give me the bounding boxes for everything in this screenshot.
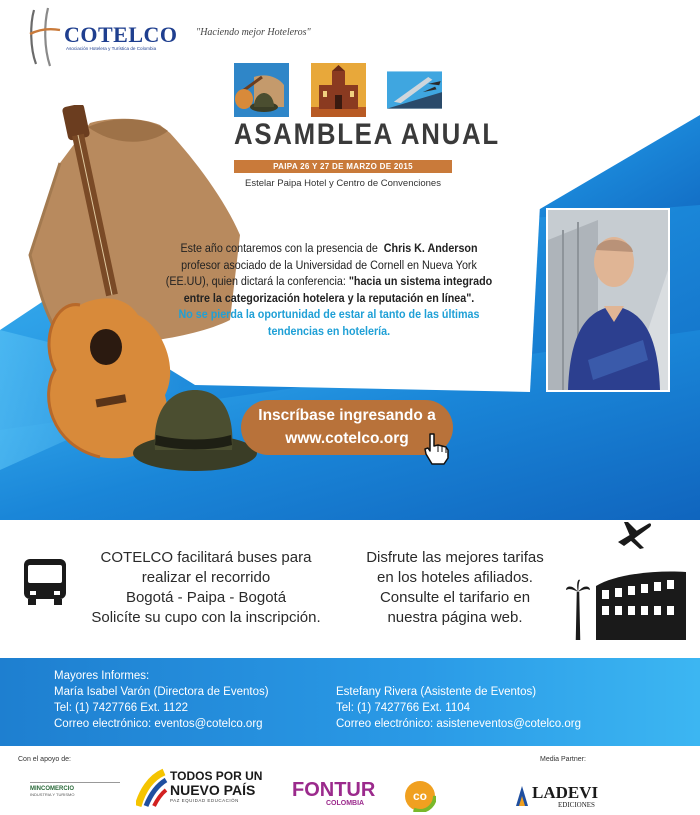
fontur-subtext: COLOMBIA — [326, 800, 365, 807]
event-venue: Estelar Paipa Hotel y Centro de Convenciones — [245, 178, 441, 189]
contact-left-phone: Tel: (1) 7427766 Ext. 1122 — [54, 702, 189, 714]
hotels-line: nuestra página web. — [387, 609, 523, 626]
cotelco-logo-text: COTELCO — [64, 22, 178, 47]
contact-right-phone: Tel: (1) 7427766 Ext. 1104 — [336, 702, 471, 714]
announcement-text — [161, 240, 497, 339]
hotel-building-icon — [596, 568, 686, 640]
contact-heading: Mayores Informes: — [54, 670, 150, 682]
todos-por-un-nuevo-pais-logo — [170, 770, 262, 803]
fontur-logo — [292, 780, 375, 807]
register-button-url: www.cotelco.org — [285, 430, 409, 447]
ladevi-logo — [532, 784, 598, 809]
buses-line: realizar el recorrido — [141, 569, 271, 586]
announcement-affiliation: profesor asociado de la Universidad de Cornell en Nueva York — [181, 257, 477, 272]
event-title: ASAMBLEA ANUAL — [234, 118, 500, 151]
hotels-line: en los hoteles afiliados. — [377, 569, 533, 586]
hotels-line: Disfrute las mejores tarifas — [366, 549, 544, 566]
svg-text:co: co — [412, 789, 428, 803]
contact-right-email[interactable]: Correo electrónico: asisteneventos@cotelco.org — [336, 718, 581, 730]
event-dates: PAIPA 26 Y 27 DE MARZO DE 2015 — [234, 160, 452, 173]
announcement-intro: Este año contaremos con la presencia de — [180, 241, 378, 255]
mincomercio-logo — [30, 782, 120, 797]
ladevi-subtext: EDICIONES — [558, 801, 595, 809]
contact-right-name: Estefany Rivera (Asistente de Eventos) — [336, 686, 537, 698]
media-partner-label: Media Partner: — [540, 756, 586, 763]
fontur-text: FONTUR — [292, 779, 376, 801]
todos-line2: NUEVO PAÍS — [170, 782, 256, 798]
buses-line: COTELCO facilitará buses para — [100, 549, 312, 566]
ladevi-mark-icon — [514, 784, 530, 808]
cotelco-logo-subtitle: Asociación Hotelera y Turística de Colombia — [66, 46, 157, 51]
buses-line: Bogotá - Paipa - Bogotá — [125, 589, 287, 606]
todos-subtext: PAZ EQUIDAD EDUCACIÓN — [170, 798, 239, 803]
support-label: Con el apoyo de: — [18, 756, 71, 763]
register-button-line1: Inscríbase ingresando a — [258, 407, 436, 424]
speaker-name: Chris K. Anderson — [383, 241, 478, 255]
ladevi-text: LADEVI — [532, 783, 599, 802]
announcement-highlight: No se pierda la oportunidad de estar al tanto de las últimas tendencias en hotelería. — [178, 307, 480, 338]
speaker-portrait — [548, 210, 668, 390]
speaker-photo — [546, 208, 670, 392]
contact-left-email[interactable]: Correo electrónico: eventos@cotelco.org — [54, 718, 263, 730]
palm-tree-icon — [566, 578, 590, 640]
todos-line1: TODOS POR UN — [170, 769, 263, 783]
tile-church — [311, 63, 366, 117]
fontur-circle-icon — [404, 780, 436, 812]
cotelco-logo-mark — [26, 4, 62, 68]
mincomercio-text: MINCOMERCIO — [30, 782, 120, 792]
announcement-conference-intro: (EE.UU), quien dictará la conferencia: — [165, 274, 346, 288]
mincomercio-subtext: INDUSTRIA Y TURISMO — [30, 792, 75, 797]
hotels-info — [350, 548, 560, 628]
tile-guitar-poncho — [234, 63, 289, 117]
airplane-icon — [616, 518, 652, 550]
pointer-hand-icon — [422, 432, 452, 466]
conference-title: "hacia un sistema integrado entre la categorización hotelera y la reputación en línea". — [183, 274, 493, 305]
tile-monument — [387, 63, 442, 117]
contact-left-name: María Isabel Varón (Directora de Eventos) — [54, 686, 269, 698]
slogan: "Haciendo mejor Hoteleros" — [196, 27, 311, 38]
hotels-line: Consulte el tarifario en — [379, 589, 531, 606]
buses-info — [76, 548, 336, 628]
buses-line: Solicíte su cupo con la inscripción. — [91, 609, 321, 626]
todos-por-un-nuevo-pais-flag-icon — [136, 768, 168, 808]
bus-icon — [20, 557, 70, 607]
